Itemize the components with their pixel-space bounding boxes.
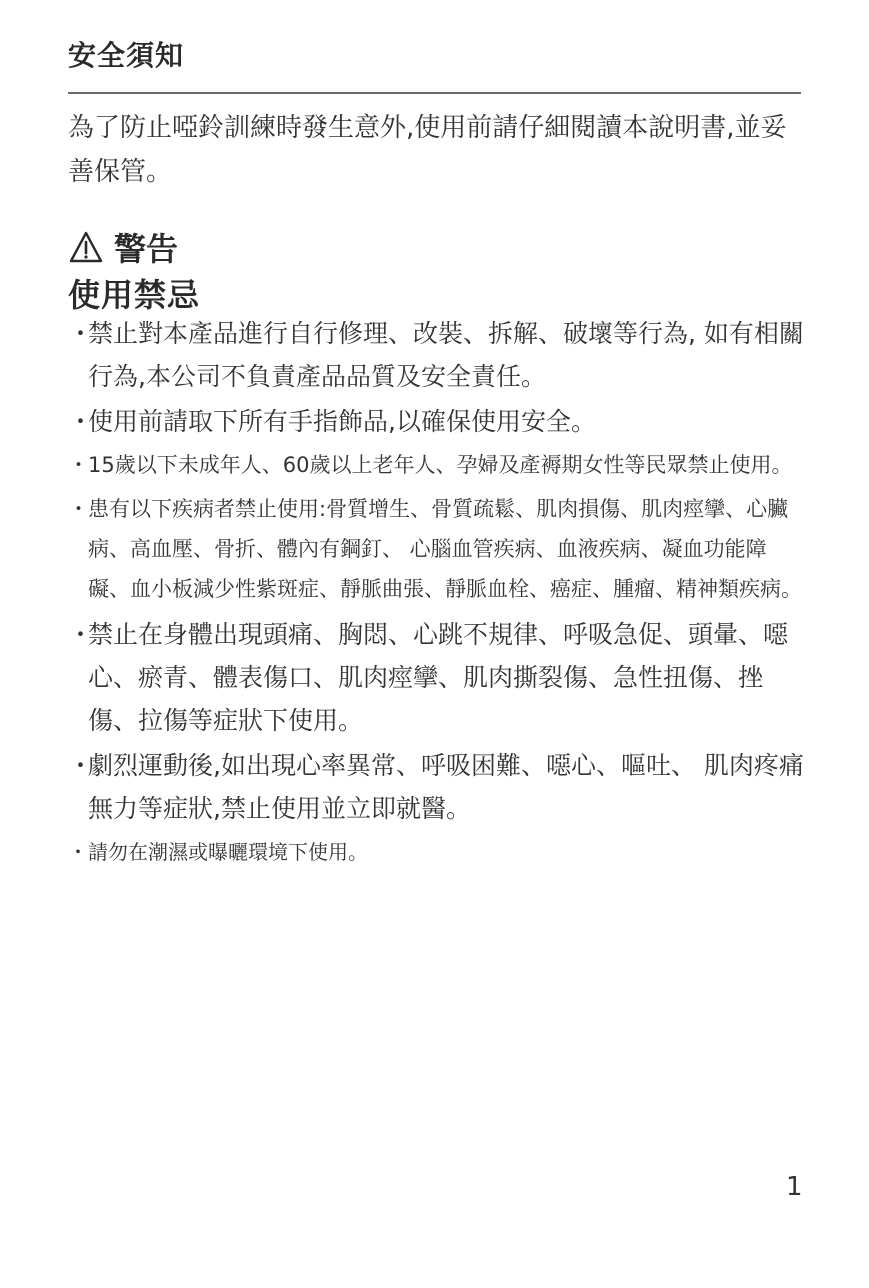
list-item xyxy=(68,832,808,872)
list-item-text: 患有以下疾病者禁止使用:骨質增生、骨質疏鬆、肌肉損傷、肌肉痙攣、心臟病、高血壓、骨折、體內有鋼釘、 心腦血管疾病、血液疾病、凝血功能障礙、血小板減少性紫斑症、靜脈曲張、靜脈血栓、癌症、腫瘤、精神類疾病。 xyxy=(88,497,802,601)
bullet: ・ xyxy=(68,840,88,864)
list-item xyxy=(68,445,808,485)
warning-label: 警告 xyxy=(114,230,179,268)
list-item-text: 使用前請取下所有手指飾品,以確保使用安全。 xyxy=(88,407,596,436)
warning-triangle-icon xyxy=(68,230,104,264)
list-item xyxy=(68,400,808,443)
list-item xyxy=(68,489,808,609)
bullet: ・ xyxy=(68,497,89,521)
list-item xyxy=(68,312,808,398)
list-item xyxy=(68,613,808,742)
list-item-text: 禁止對本產品進行自行修理、改裝、拆解、破壞等行為, 如有相關行為,本公司不負責產品品質及安全責任。 xyxy=(88,319,804,391)
list-item-text: 請勿在潮濕或曝曬環境下使用。 xyxy=(88,840,368,864)
bullet: ・ xyxy=(68,319,94,348)
list-item xyxy=(68,744,808,830)
title-divider xyxy=(68,92,801,94)
page-number: 1 xyxy=(786,1172,803,1202)
list-item-text: 劇烈運動後,如出現心率異常、呼吸困難、噁心、嘔吐、 肌肉疼痛無力等症狀,禁止使用並立即就醫。 xyxy=(88,751,804,823)
section-heading: 使用禁忌 xyxy=(68,276,201,314)
bullet: ・ xyxy=(68,453,89,477)
bullet: ・ xyxy=(68,620,94,649)
bullet: ・ xyxy=(68,407,94,436)
list-item-text: 15歲以下未成年人、60歲以上老年人、孕婦及產褥期女性等民眾禁止使用。 xyxy=(88,453,793,477)
warning-heading xyxy=(68,224,178,270)
bullet: ・ xyxy=(68,751,94,780)
rules-list xyxy=(68,312,808,872)
intro-paragraph: 為了防止啞鈴訓練時發生意外,使用前請仔細閱讀本說明書,並妥善保管。 xyxy=(68,113,787,187)
page-title: 安全須知 xyxy=(68,39,185,72)
list-item-text: 禁止在身體出現頭痛、胸悶、心跳不規律、呼吸急促、頭暈、噁心、瘀青、體表傷口、肌肉痙攣、肌肉撕裂傷、急性扭傷、挫傷、拉傷等症狀下使用。 xyxy=(88,620,789,735)
